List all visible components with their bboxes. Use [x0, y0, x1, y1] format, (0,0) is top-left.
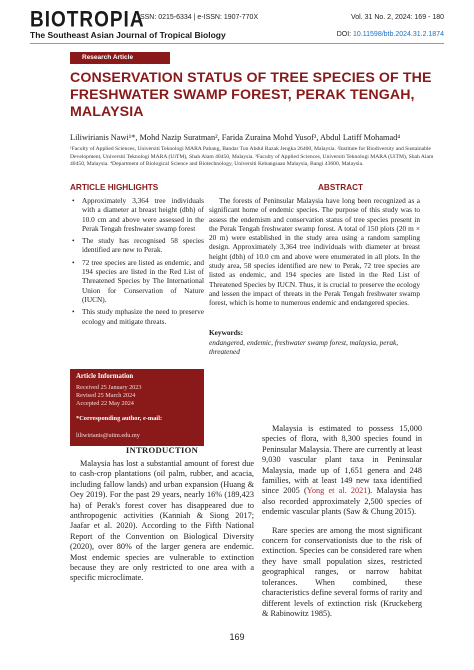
citation-link[interactable]: Yong et al. 2021 — [306, 486, 368, 496]
keywords-label: Keywords: — [209, 328, 244, 337]
revised-date: Revised 25 March 2024 — [76, 392, 136, 399]
highlight-item: • 72 tree species are listed as endemic, and 194 species are listed in the Red List of Threatened Species by The International Union for Conservation of Nature (IUCN). — [70, 258, 204, 304]
intro-paragraph: Rare species are among the most significant concern for conservationists due to the risk of extinction. Species can be considered rare when they have small population sizes, restricted geographical ranges, or narrow habitat tolerances. When combined, these characteristics define several forms of rarity and different levels of extinction risk (Kruckeberg & Rabinowitz 1985). — [262, 525, 422, 618]
article-info-heading: Article Information — [76, 373, 134, 380]
highlights-list — [70, 196, 204, 329]
affiliations: ¹Faculty of Applied Sciences, Universiti Teknologi MARA Pahang, Bandar Tun Abdul Razak Jengka 26400, Malaysia. ²Institute for Biodiversity and Sustainable Development, Universiti Teknologi MARA (UiTM), Shah Alam 40450, Malaysia. ³Faculty of Applied Sciences, Universiti Teknologi MARA (UiTM), Shah Alam 40450, Malaysia. ⁴Department of Biological Science and Biotechnology, Universiti Kebangsaan Malaysia, Bangi 43600, Malaysia. — [70, 146, 434, 167]
journal-logo: BIOTROPIA — [30, 8, 145, 33]
corresponding-email[interactable]: liliwirianis@uitm.edu.my — [70, 430, 204, 446]
abstract-text: The forests of Peninsular Malaysia have long been recognized as a significant home of endemic species. The purpose of this study was to assess the endemism and conservation status of tree species present in the Perak Tengah freshwater swamp forest. A total of 150 plots (20 m × 20 m) were established in the study area using a random sampling design. Approximately 3,364 tree individuals with diameter at breast height (dbh) of 10.0 cm and above were enumerated in all plots. In the study area, 58 species identified are new to Perak, 72 tree species are listed as endemic, and 194 species are listed in the Red List of Threatened Species by IUCN. Thus, it is crucial to preserve the ecology and lessen the impact of threats in the Perak Tengah freshwater swamp forest, which is home to numerous endemic and endangered species. — [209, 196, 420, 308]
received-date: Received 25 January 2023 — [76, 384, 142, 391]
corresponding-label: *Corresponding author, e-mail: — [76, 415, 163, 422]
accepted-date: Accepted 22 May 2024 — [76, 400, 134, 407]
article-title: CONSERVATION STATUS OF TREE SPECIES OF THE FRESHWATER SWAMP FOREST, PERAK TENGAH, MALAYSIA — [70, 70, 432, 120]
intro-text: Malaysia is estimated to possess 15,000 species of flora, with 8,300 species found in Peninsular Malaysia. There are currently at least 9,030 vascular plant taxa in Peninsular Malaysia, made up of 1,651 genera and 248 families, with at least 149 new taxa identified since 2005 ( — [262, 424, 422, 496]
highlight-item: • Approximately 3,364 tree individuals with a diameter at breast height (dbh) of 10.0 cm and above were assessed in the Perak Tengah freshwater swamp forest — [70, 196, 204, 233]
page-number: 169 — [229, 632, 245, 642]
doi-link[interactable]: 10.11598/btb.2024.31.2.1874 — [353, 31, 444, 38]
article-info-box — [70, 369, 204, 430]
introduction-heading: INTRODUCTION — [125, 445, 199, 455]
highlight-item: • The study has recognised 58 species identified are new to Perak. — [70, 236, 204, 255]
author-list: Liliwirianis Nawi¹*, Mohd Nazip Suratman², Farida Zuraina Mohd Yusof³, Abdul Latiff Mohamad⁴ — [70, 133, 401, 142]
issn-text: ISSN: 0215-6334 | e-ISSN: 1907-770X — [138, 14, 259, 21]
abstract-heading: ABSTRACT — [318, 183, 364, 192]
doi-label: DOI: — [336, 31, 354, 38]
highlights-heading: ARTICLE HIGHLIGHTS — [70, 183, 159, 192]
keywords: endangered, endemic, freshwater swamp forest, malaysia, perak, threatened — [209, 338, 399, 357]
journal-name: The Southeast Asian Journal of Tropical Biology — [30, 30, 226, 40]
intro-paragraph — [262, 424, 422, 518]
doi — [337, 31, 444, 38]
article-type-badge: Research Article — [70, 52, 170, 64]
volume-info: Vol. 31 No. 2, 2024: 169 - 180 — [350, 14, 444, 21]
introduction-right-column — [262, 424, 422, 619]
intro-text: ). Malaysia has also recorded approximately 2,500 species of endemic vascular plants (Saw & Chung 2015). — [262, 486, 422, 517]
highlight-item: • This study mphasize the need to preserve ecology and mitigate threats. — [70, 307, 204, 326]
header-divider — [30, 43, 444, 44]
intro-paragraph: Malaysia has lost a substantial amount of forest due to cash-crop plantations (oil palm, rubber, and acacia, including fallow lands) and urban expansion (Huang & Oey 2019). For the past 29 years, nearly 16% (189,423 ha) of Perak's forest cover has disappeared due to anthropogenic activities (Kanniah & Siong 2017; Jaafar et al. 2020). According to the Fifth National Report of the Convention on Biological Diversity (2020), over 80% of the larger genera are endemic. Most endemic species are vulnerable to extinction because they are only restricted to one area with a specific microclimate. — [70, 459, 254, 583]
introduction-left-column — [70, 459, 254, 584]
